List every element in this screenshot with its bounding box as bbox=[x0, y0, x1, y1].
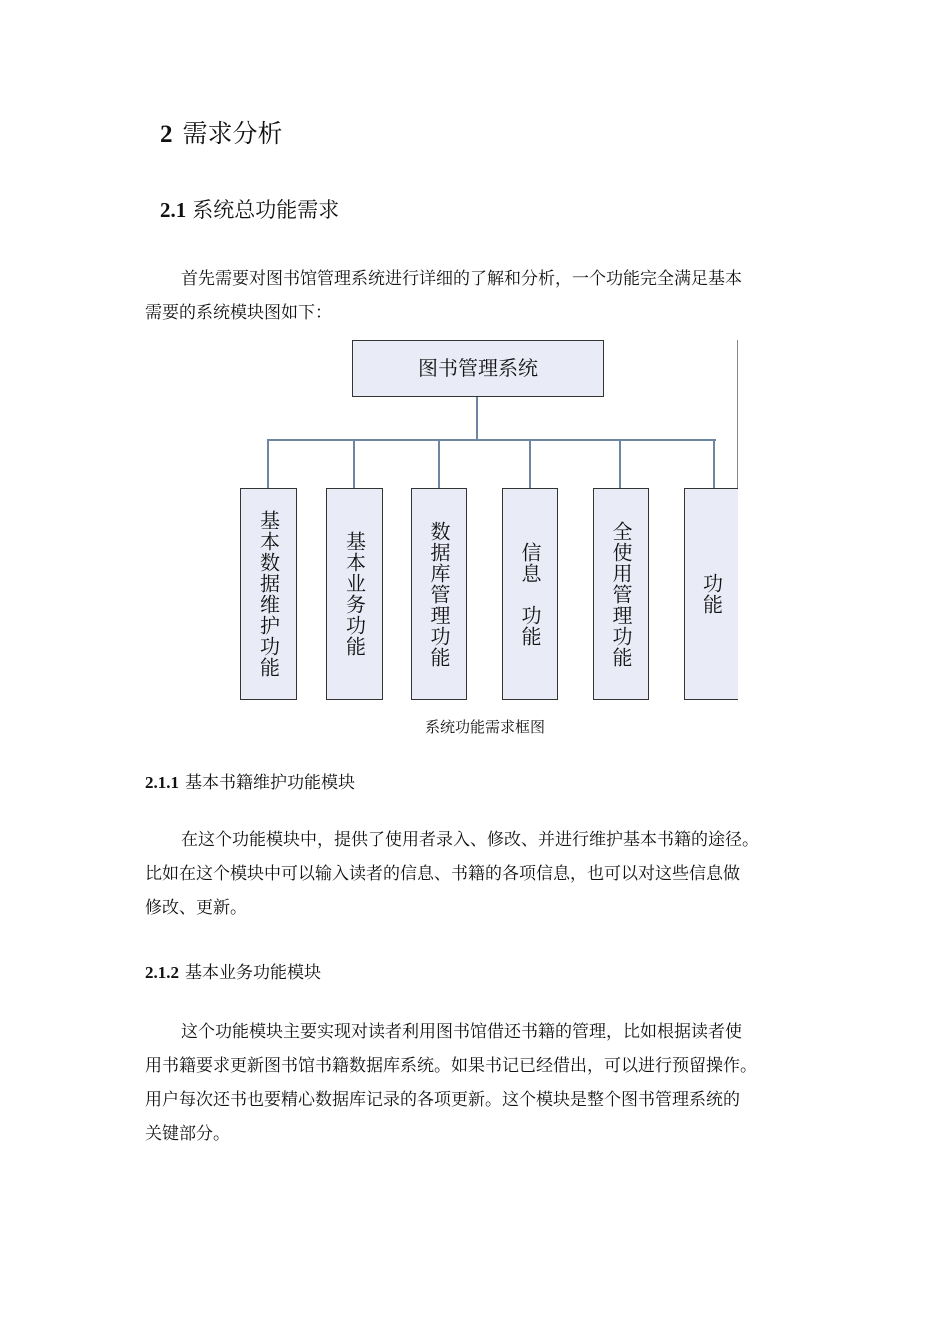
paragraph-2-1-2 bbox=[145, 1015, 807, 1151]
child-label-4: 信息 功能 bbox=[518, 541, 542, 647]
para212-line-2: 用书籍要求更新图书馆书籍数据库系统。如果书记已经借出，可以进行预留操作。 bbox=[145, 1056, 757, 1076]
intro-paragraph bbox=[145, 262, 807, 330]
subsubsection-title-1: 基本书籍维护功能模块 bbox=[185, 773, 355, 793]
child-connector-4 bbox=[529, 440, 531, 488]
subsubsection-number-2: 2.1.2 bbox=[145, 963, 179, 982]
child-connector-6 bbox=[713, 440, 715, 488]
horizontal-connector bbox=[267, 439, 716, 441]
child-box-partial bbox=[684, 488, 738, 700]
subsubsection-heading-1 bbox=[145, 770, 355, 796]
subsubsection-heading-2 bbox=[145, 960, 321, 986]
child-label-1: 基本数据维护功能 bbox=[256, 510, 281, 678]
intro-line-2: 需要的系统模块图如下： bbox=[145, 303, 332, 323]
intro-line-1: 首先需要对图书馆管理系统进行详细的了解和分析，一个功能完全满足基本 bbox=[181, 269, 742, 289]
child-box-basic-data bbox=[240, 488, 297, 700]
child-box-usage bbox=[593, 488, 649, 700]
child-label-3: 数据库管理功能 bbox=[427, 520, 451, 668]
child-label-5: 全使用管理功能 bbox=[609, 520, 633, 668]
subsubsection-number-1: 2.1.1 bbox=[145, 773, 179, 792]
subsubsection-title-2: 基本业务功能模块 bbox=[185, 963, 321, 983]
para211-line-3: 修改、更新。 bbox=[145, 898, 247, 918]
child-connector-2 bbox=[353, 440, 355, 488]
child-box-database bbox=[411, 488, 467, 700]
para211-line-2: 比如在这个模块中可以输入读者的信息、书籍的各项信息，也可以对这些信息做 bbox=[145, 864, 740, 884]
root-connector bbox=[476, 397, 478, 440]
para212-line-3: 用户每次还书也要精心数据库记录的各项更新。这个模块是整个图书管理系统的 bbox=[145, 1090, 740, 1110]
child-box-basic-business bbox=[326, 488, 383, 700]
subsection-heading bbox=[160, 195, 339, 225]
child-label-2: 基本业务功能 bbox=[342, 531, 367, 657]
section-number: 2 bbox=[160, 121, 173, 148]
diagram-root-box: 图书管理系统 bbox=[352, 340, 604, 397]
child-connector-1 bbox=[267, 440, 269, 488]
para212-line-1: 这个功能模块主要实现对读者利用图书馆借还书籍的管理，比如根据读者使 bbox=[181, 1022, 742, 1042]
diagram-caption: 系统功能需求框图 bbox=[425, 718, 546, 736]
subsection-number: 2.1 bbox=[160, 198, 187, 222]
child-connector-5 bbox=[619, 440, 621, 488]
child-label-6: 功能 bbox=[699, 573, 724, 615]
paragraph-2-1-1 bbox=[145, 823, 807, 925]
section-heading bbox=[160, 117, 283, 152]
para211-line-1: 在这个功能模块中，提供了使用者录入、修改、并进行维护基本书籍的途径。 bbox=[181, 830, 759, 850]
child-connector-3 bbox=[438, 440, 440, 488]
para212-line-4: 关键部分。 bbox=[145, 1124, 230, 1144]
section-title: 需求分析 bbox=[182, 119, 283, 148]
subsection-title: 系统总功能需求 bbox=[192, 198, 340, 222]
child-box-info bbox=[502, 488, 558, 700]
